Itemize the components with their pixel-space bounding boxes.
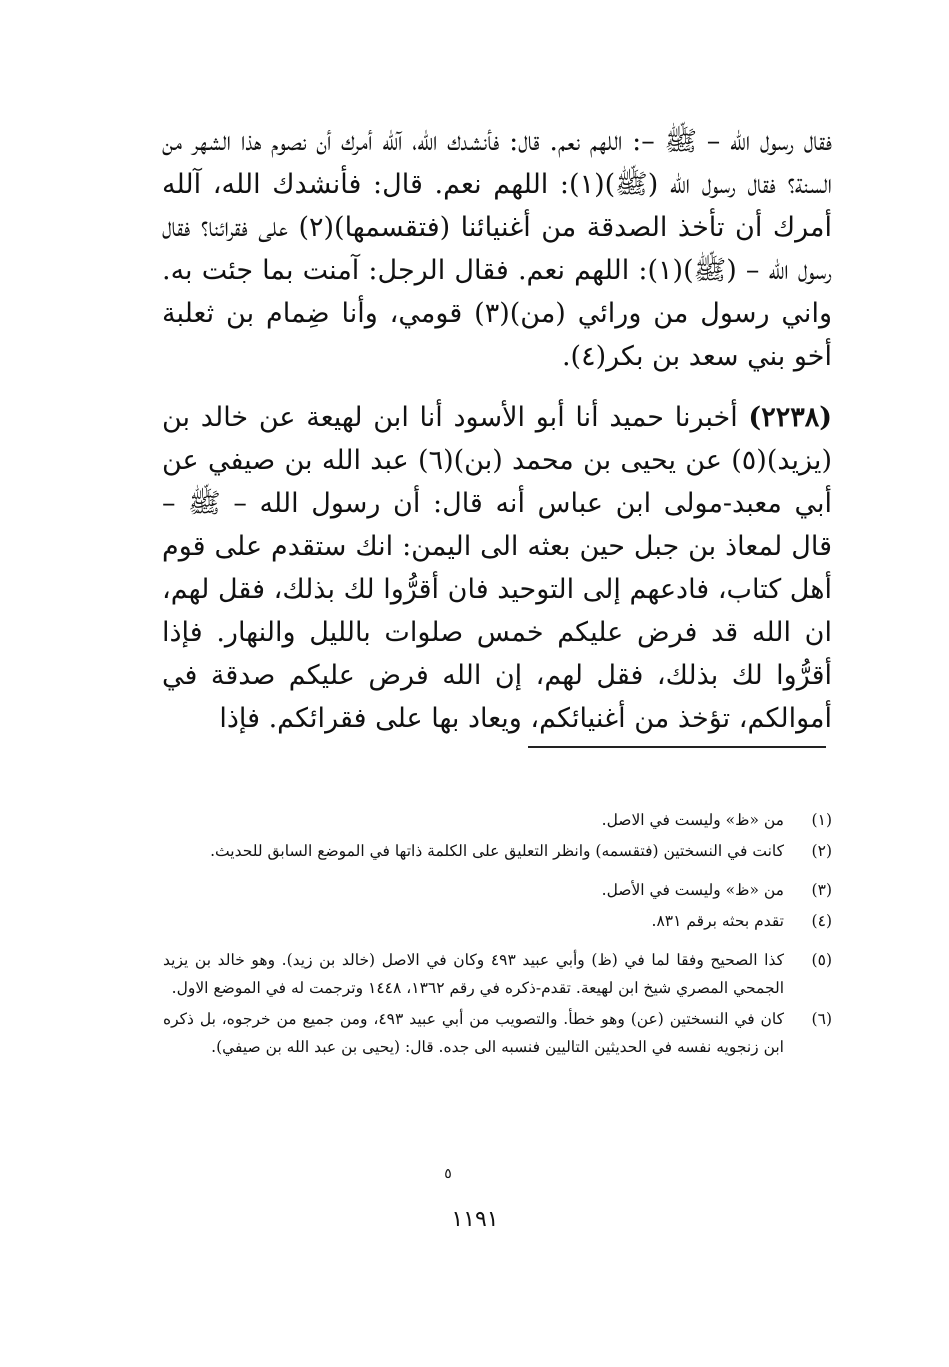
footnote-text: من «ظ» وليست في الاصل. [601, 811, 784, 829]
footnote-6 [163, 1005, 832, 1061]
footnote-5 [163, 946, 832, 1002]
footnotes [163, 806, 832, 1064]
footnote-number: (٣) [811, 881, 832, 899]
footnote-number: (٢) [811, 842, 832, 860]
footnote-text: تقدم بحثه برقم ٨٣١. [651, 912, 784, 930]
footnote-number: (٥) [811, 951, 832, 969]
footnote-number: (٦) [811, 1010, 832, 1028]
gathering-mark: ٥ [444, 1166, 452, 1182]
footnote-spacer [163, 938, 832, 946]
footnote-text: من «ظ» وليست في الأصل. [601, 881, 784, 899]
footnote-text: كانت في النسختين (فتقسمه) وانظر التعليق على الكلمة ذاتها في الموضع السابق للحديث. [210, 842, 784, 860]
main-text [162, 120, 832, 758]
footnote-text: كان في النسختين (عن) وهو خطأ. والتصويب من أبي عبيد ٤٩٣، ومن جميع من خرجوه، بل ذكره ابن زنجويه نفسه في الحديثين التاليين فنسبه الى جده. قال: (يحيى بن عبد الله بن صيفي). [163, 1010, 785, 1056]
footnote-number: (١) [811, 811, 832, 829]
footnote-2 [163, 837, 832, 865]
page-number: ١١٩١ [451, 1207, 499, 1232]
footnote-spacer [163, 868, 832, 876]
paragraph-2238 [162, 396, 832, 740]
footnote-4 [163, 907, 832, 935]
hadith-number: (٢٢٣٨) [748, 402, 832, 433]
paragraph-2-text: أخبرنا حميد أنا أبو الأسود أنا ابن لهيعة عن خالد بن (يزيد)(٥) عن يحيى بن محمد (بن)(٦) عبد الله بن صيفي عن أبي معبد-مولى ابن عباس أنه قال: أن رسول الله – ﷺ – قال لمعاذ بن جبل حين بعثه الى اليمن: انك ستقدم على قوم أهل كتاب، فادعهم إلى التوحيد فان أقرُّوا لك بذلك، فقل لهم، ان الله قد فرض عليكم خمس صلوات بالليل والنهار. فإذا أقرُّوا لك بذلك، فقل لهم، إن الله فرض عليكم صدقة في أموالكم، تؤخذ من أغنيائكم، ويعاد بها على فقرائكم. فإذا [162, 402, 832, 734]
footnote-1 [163, 806, 832, 834]
paragraph-1: فقال رسول الله – ﷺ –: اللهم نعم. قال: فأنشدك الله، آلله أمرك أن نصوم هذا الشهر من السنة؟ فقال رسول الله (ﷺ)(١): اللهم نعم. قال: فأنشدك الله، آلله أمرك أن تأخذ الصدقة من أغنيائنا (فتقسمها)(٢) على فقرائنا؟ فقال رسول الله – (ﷺ)(١): اللهم نعم. فقال الرجل: آمنت بما جئت به. واني رسول من ورائي (من)(٣) قومي، وأنا ضِمام بن ثعلبة أخو بني سعد بن بكر(٤). [162, 126, 832, 372]
footnote-number: (٤) [811, 912, 832, 930]
footnote-3 [163, 876, 832, 904]
footnote-text: كذا الصحيح وفقا لما في (ظ) وأبي عبيد ٤٩٣ وكان في الاصل (خالد بن زيد). وهو خالد بن يزيد الجمحي المصري شيخ ابن لهيعة. تقدم-ذكره في رقم ١٣٦٢، ١٤٤٨ وترجمت له في الموضع الاول. [163, 951, 784, 997]
footnote-divider [528, 746, 826, 748]
